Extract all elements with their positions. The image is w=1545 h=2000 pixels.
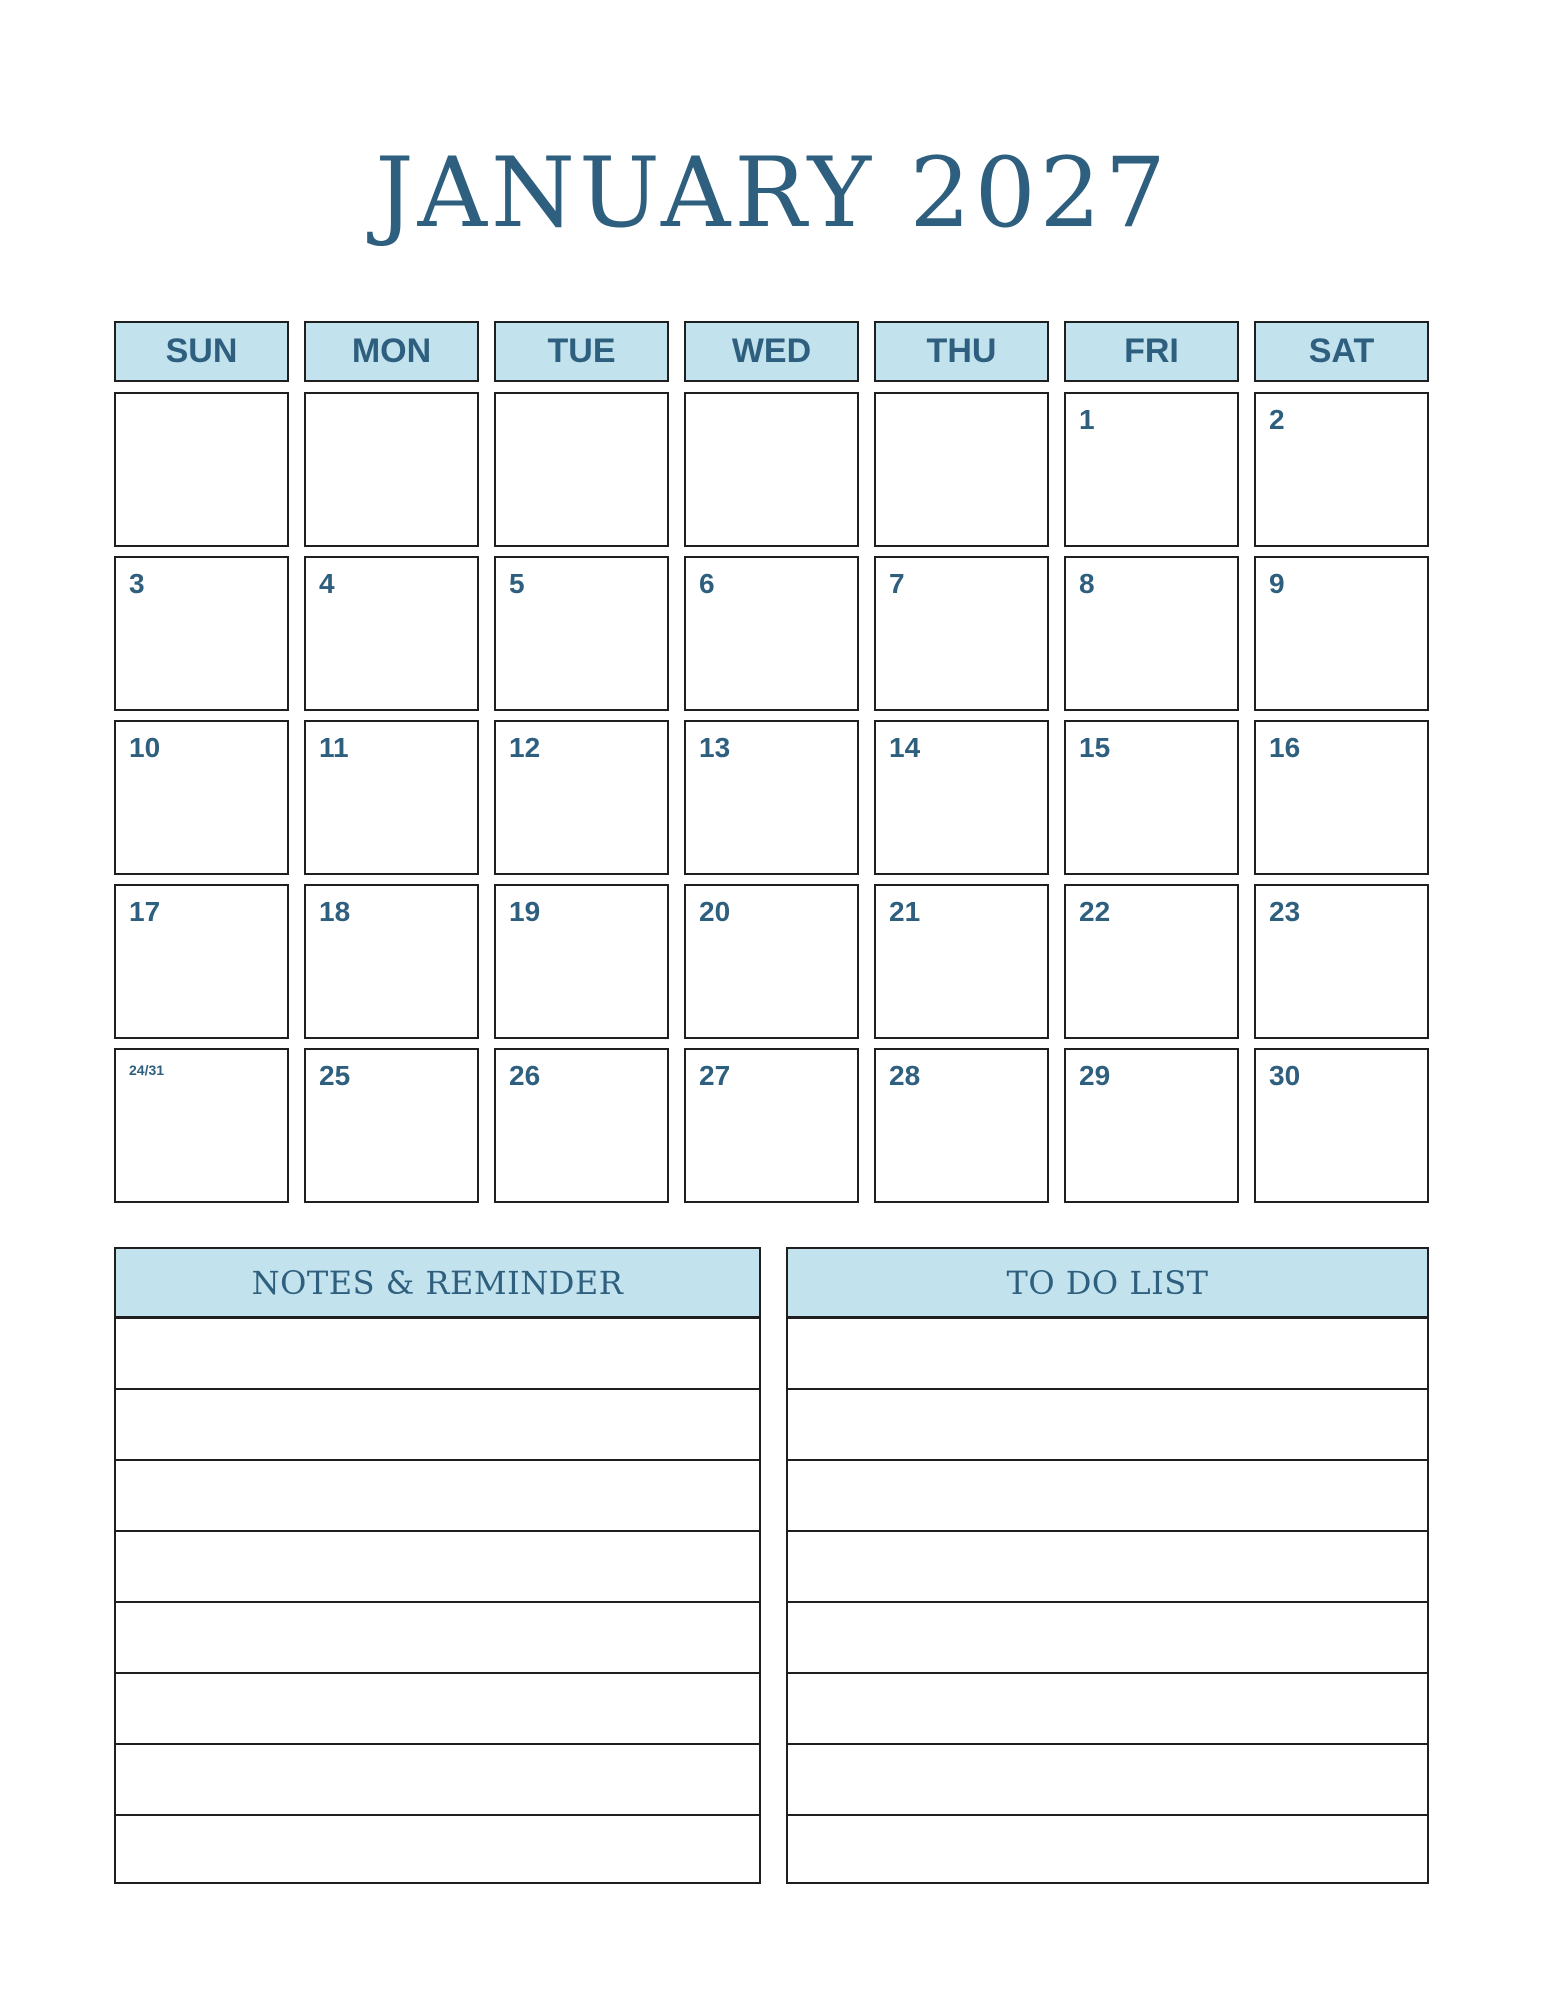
day-number: 25	[319, 1060, 351, 1091]
day-number: 23	[1269, 896, 1301, 927]
day-number: 14	[889, 732, 921, 763]
day-cell	[1254, 884, 1429, 1039]
weekday-header-wed: WED	[684, 321, 859, 382]
day-cell	[684, 720, 859, 875]
notes-line	[116, 1319, 759, 1390]
notes-line	[116, 1674, 759, 1745]
day-cell	[114, 884, 289, 1039]
day-cell	[304, 556, 479, 711]
day-cell	[494, 884, 669, 1039]
day-number: 5	[509, 568, 525, 599]
day-cell	[1254, 556, 1429, 711]
todo-lines	[788, 1319, 1427, 1887]
day-cell	[684, 1048, 859, 1203]
day-cell	[684, 556, 859, 711]
day-cell	[1254, 720, 1429, 875]
day-number: 13	[699, 732, 731, 763]
weekday-header-sun: SUN	[114, 321, 289, 382]
day-cell	[874, 556, 1049, 711]
day-number: 19	[509, 896, 541, 927]
day-cell	[1064, 392, 1239, 547]
notes-lines	[116, 1319, 759, 1887]
day-cell	[114, 1048, 289, 1203]
day-cell	[1254, 1048, 1429, 1203]
day-cell	[114, 720, 289, 875]
day-number: 4	[319, 568, 335, 599]
day-cell	[304, 720, 479, 875]
day-number: 7	[889, 568, 905, 599]
day-number: 15	[1079, 732, 1111, 763]
todo-panel-title: TO DO LIST	[788, 1249, 1427, 1319]
day-number: 18	[319, 896, 351, 927]
notes-panel-title: NOTES & REMINDER	[116, 1249, 759, 1319]
day-number: 28	[889, 1060, 921, 1091]
day-number: 10	[129, 732, 161, 763]
day-number: 17	[129, 896, 161, 927]
day-cell	[304, 884, 479, 1039]
day-number: 26	[509, 1060, 541, 1091]
empty-day-cell	[494, 392, 669, 547]
todo-line	[788, 1745, 1427, 1816]
day-number: 8	[1079, 568, 1095, 599]
notes-line	[116, 1532, 759, 1603]
day-cell	[874, 1048, 1049, 1203]
notes-line	[116, 1390, 759, 1461]
day-number: 11	[319, 732, 349, 763]
notes-line	[116, 1603, 759, 1674]
day-cell	[1254, 392, 1429, 547]
day-number: 3	[129, 568, 145, 599]
todo-line	[788, 1390, 1427, 1461]
todo-line	[788, 1319, 1427, 1390]
todo-panel	[786, 1247, 1429, 1884]
day-number: 22	[1079, 896, 1111, 927]
todo-line	[788, 1816, 1427, 1887]
todo-line	[788, 1461, 1427, 1532]
empty-day-cell	[874, 392, 1049, 547]
day-number: 20	[699, 896, 731, 927]
weekday-header-fri: FRI	[1064, 321, 1239, 382]
day-number: 24/31	[129, 1062, 165, 1078]
day-cell	[1064, 884, 1239, 1039]
empty-day-cell	[684, 392, 859, 547]
day-number: 2	[1269, 404, 1285, 435]
day-number: 12	[509, 732, 541, 763]
todo-line	[788, 1674, 1427, 1745]
notes-line	[116, 1461, 759, 1532]
day-cell	[304, 1048, 479, 1203]
todo-line	[788, 1603, 1427, 1674]
empty-day-cell	[114, 392, 289, 547]
day-number: 30	[1269, 1060, 1301, 1091]
weekday-header-mon: MON	[304, 321, 479, 382]
day-number: 6	[699, 568, 715, 599]
empty-day-cell	[304, 392, 479, 547]
weekday-header-sat: SAT	[1254, 321, 1429, 382]
page-title: JANUARY 2027	[375, 137, 1170, 249]
day-cell	[1064, 720, 1239, 875]
day-cell	[1064, 1048, 1239, 1203]
notes-line	[116, 1745, 759, 1816]
weekday-header-thu: THU	[874, 321, 1049, 382]
day-number: 9	[1269, 568, 1285, 599]
day-number: 27	[699, 1060, 731, 1091]
todo-line	[788, 1532, 1427, 1603]
notes-line	[116, 1816, 759, 1887]
day-number: 16	[1269, 732, 1301, 763]
notes-panel	[114, 1247, 761, 1884]
day-cell	[494, 1048, 669, 1203]
day-cell	[494, 556, 669, 711]
day-cell	[684, 884, 859, 1039]
day-cell	[874, 720, 1049, 875]
day-cell	[874, 884, 1049, 1039]
day-number: 1	[1079, 404, 1095, 435]
weekday-header-tue: TUE	[494, 321, 669, 382]
day-number: 21	[889, 896, 921, 927]
day-cell	[494, 720, 669, 875]
day-cell	[114, 556, 289, 711]
day-cell	[1064, 556, 1239, 711]
day-number: 29	[1079, 1060, 1111, 1091]
